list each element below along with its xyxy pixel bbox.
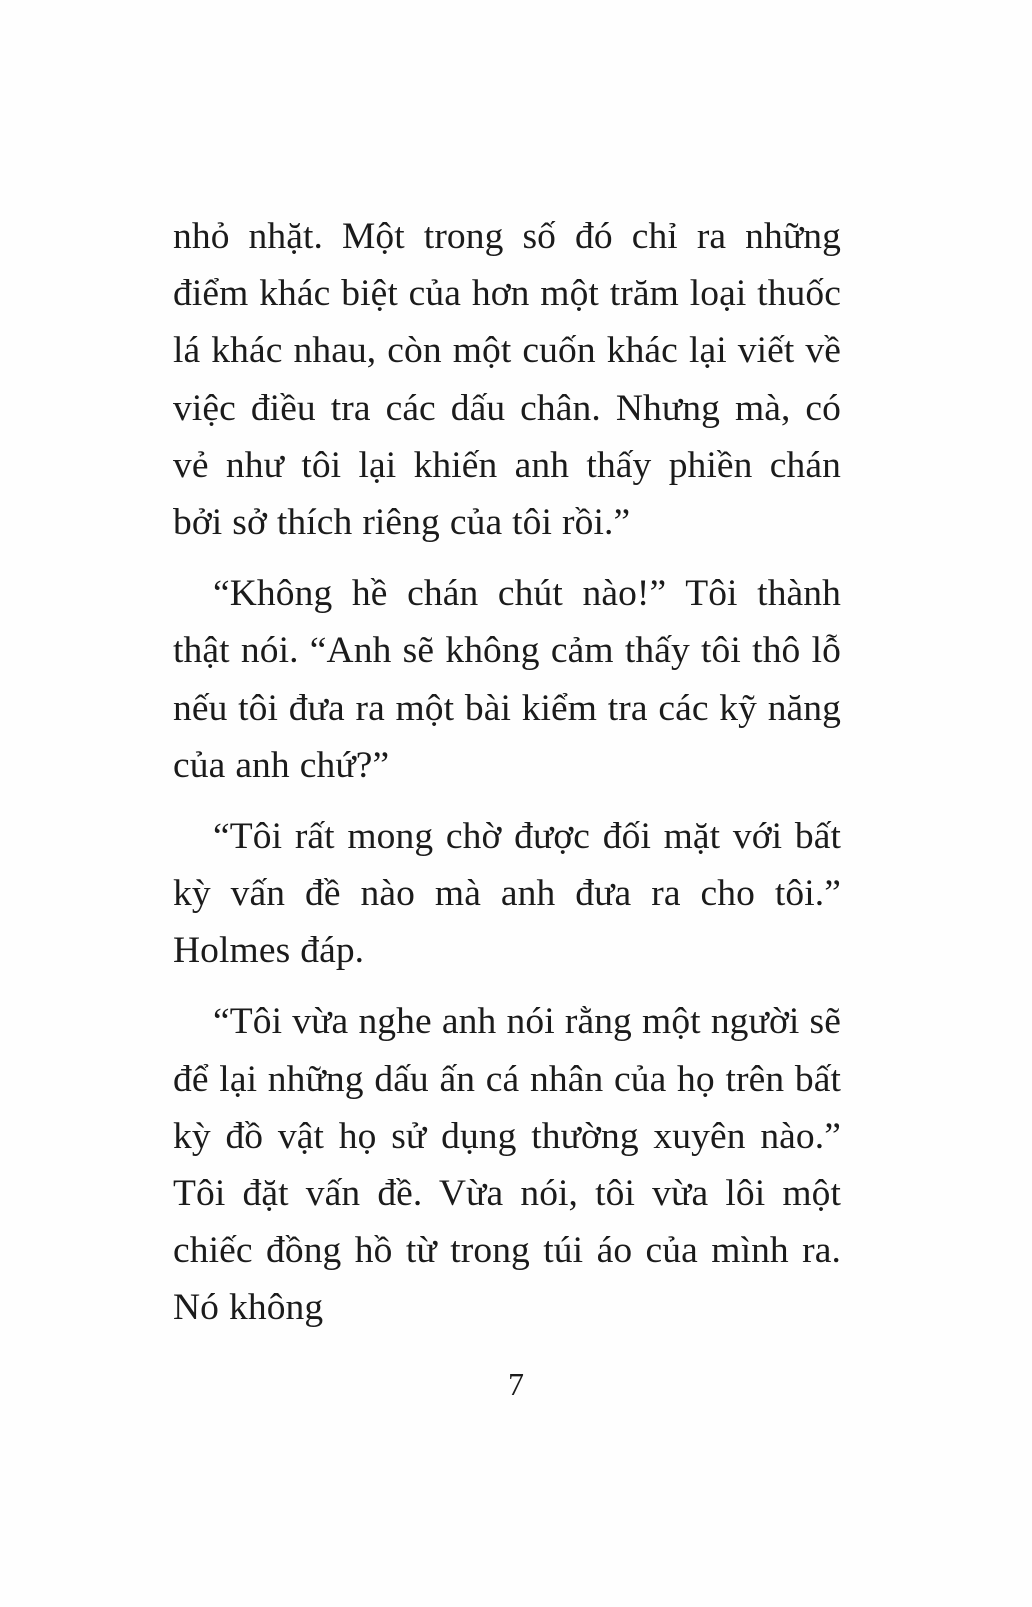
paragraph: “Không hề chán chút nào!” Tôi thành thật nói. “Anh sẽ không cảm thấy tôi thô lỗ nếu tôi đưa ra một bài kiểm tra các kỹ năng của anh chứ?”	[173, 573, 841, 786]
page-number: 7	[508, 1366, 524, 1402]
paragraph: nhỏ nhặt. Một trong số đó chỉ ra những điểm khác biệt của hơn một trăm loại thuốc lá khác nhau, còn một cuốn khác lại viết về việc điều tra các dấu chân. Nhưng mà, có vẻ như tôi lại khiến anh thấy phiền chán bởi sở thích riêng của tôi rồi.”	[173, 216, 841, 543]
paragraph: “Tôi vừa nghe anh nói rằng một người sẽ để lại những dấu ấn cá nhân của họ trên bất kỳ đồ vật họ sử dụng thường xuyên nào.” Tôi đặt vấn đề. Vừa nói, tôi vừa lôi một chiếc đồng hồ từ trong túi áo của mình ra. Nó không	[173, 1001, 841, 1329]
body-text-column	[173, 208, 841, 1337]
paragraph: “Tôi rất mong chờ được đối mặt với bất kỳ vấn đề nào mà anh đưa ra cho tôi.” Holmes đáp.	[173, 815, 841, 972]
